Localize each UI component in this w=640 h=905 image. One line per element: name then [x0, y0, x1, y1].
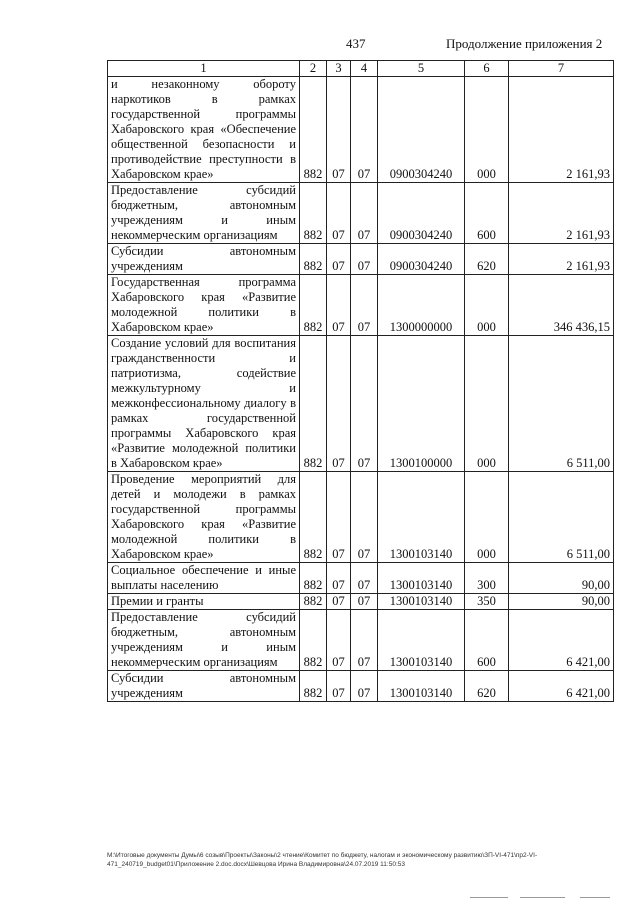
- row-amount: 2 161,93: [509, 183, 614, 244]
- row-amount: 90,00: [509, 563, 614, 594]
- row-code-4: 07: [351, 275, 378, 336]
- table-header: [108, 61, 614, 77]
- table-row: [108, 275, 614, 336]
- row-code-3: 07: [327, 77, 351, 183]
- scan-artifact: [520, 897, 565, 898]
- column-header: 3: [327, 61, 351, 77]
- page-number: 437: [346, 36, 366, 51]
- row-code-4: 07: [351, 183, 378, 244]
- row-code-4: 07: [351, 610, 378, 671]
- row-code-5: 1300000000: [378, 275, 465, 336]
- row-code-4: 07: [351, 594, 378, 610]
- row-code-4: 07: [351, 336, 378, 472]
- row-code-3: 07: [327, 594, 351, 610]
- row-code-6: 620: [465, 671, 509, 702]
- scan-artifact: [470, 897, 508, 898]
- row-code-6: 000: [465, 336, 509, 472]
- row-code-6: 600: [465, 610, 509, 671]
- row-code-4: 07: [351, 77, 378, 183]
- row-amount: 6 511,00: [509, 472, 614, 563]
- row-name: Предоставление субсидий бюджетным, автономным учреждениям и иным некоммерческим организациям: [108, 610, 300, 671]
- row-name: Создание условий для воспитания гражданственности и патриотизма, содействие межкультурному и межконфессиональному диалогу в рамках государственной программы Хабаровского края «Развитие молодежной политики в Хабаровском крае»: [108, 336, 300, 472]
- table-row: [108, 336, 614, 472]
- row-amount: 2 161,93: [509, 77, 614, 183]
- row-code-3: 07: [327, 336, 351, 472]
- row-code-6: 350: [465, 594, 509, 610]
- row-code-2: 882: [300, 336, 327, 472]
- row-code-3: 07: [327, 183, 351, 244]
- row-code-2: 882: [300, 594, 327, 610]
- row-code-5: 1300103140: [378, 472, 465, 563]
- row-code-3: 07: [327, 610, 351, 671]
- row-name: Субсидии автономным учреждениям: [108, 671, 300, 702]
- row-code-2: 882: [300, 610, 327, 671]
- row-name: Предоставление субсидий бюджетным, автономным учреждениям и иным некоммерческим организациям: [108, 183, 300, 244]
- column-header: 2: [300, 61, 327, 77]
- row-code-6: 300: [465, 563, 509, 594]
- row-code-4: 07: [351, 472, 378, 563]
- row-code-5: 1300103140: [378, 563, 465, 594]
- row-code-4: 07: [351, 244, 378, 275]
- column-header: 5: [378, 61, 465, 77]
- column-header: 4: [351, 61, 378, 77]
- row-code-2: 882: [300, 183, 327, 244]
- table-row: [108, 563, 614, 594]
- table-row: [108, 77, 614, 183]
- row-name: Проведение мероприятий для детей и молодежи в рамках государственной программы Хабаровского края «Развитие молодежной политики в Хабаровском крае»: [108, 472, 300, 563]
- row-code-5: 1300100000: [378, 336, 465, 472]
- file-path-footer: M:\Итоговые документы Думы\6 созыв\Проекты\Законы\2 чтение\Комитет по бюджету, налогам и экономическому развитию\ЗП-VI-471\пр2-VI-471_240719_budget01\Приложение 2.doc.docx\Шевцова Ирина Владимировна\24.07.2019 11:50:53: [107, 852, 538, 868]
- row-amount: 6 511,00: [509, 336, 614, 472]
- continuation-label: Продолжение приложения 2: [446, 36, 603, 51]
- row-code-5: 1300103140: [378, 594, 465, 610]
- row-amount: 6 421,00: [509, 610, 614, 671]
- row-amount: 6 421,00: [509, 671, 614, 702]
- row-code-2: 882: [300, 244, 327, 275]
- row-name: Государственная программа Хабаровского края «Развитие молодежной политики в Хабаровском крае»: [108, 275, 300, 336]
- column-header: 1: [108, 61, 300, 77]
- table-row: [108, 610, 614, 671]
- row-code-5: 0900304240: [378, 77, 465, 183]
- row-code-2: 882: [300, 563, 327, 594]
- row-code-5: 0900304240: [378, 244, 465, 275]
- row-code-3: 07: [327, 472, 351, 563]
- scan-artifact: [580, 897, 610, 898]
- row-name: и незаконному обороту наркотиков в рамках государственной программы Хабаровского края «Обеспечение общественной безопасности и противодействие преступности в Хабаровском крае»: [108, 77, 300, 183]
- table-row: [108, 244, 614, 275]
- table-row: [108, 671, 614, 702]
- row-name: Социальное обеспечение и иные выплаты населению: [108, 563, 300, 594]
- row-code-4: 07: [351, 671, 378, 702]
- column-header: 7: [509, 61, 614, 77]
- row-code-5: 1300103140: [378, 671, 465, 702]
- row-code-3: 07: [327, 563, 351, 594]
- row-code-2: 882: [300, 472, 327, 563]
- table-row: [108, 594, 614, 610]
- row-code-2: 882: [300, 275, 327, 336]
- row-amount: 2 161,93: [509, 244, 614, 275]
- budget-table: [107, 60, 614, 702]
- table-row: [108, 472, 614, 563]
- row-code-3: 07: [327, 244, 351, 275]
- column-header: 6: [465, 61, 509, 77]
- row-code-6: 620: [465, 244, 509, 275]
- row-code-6: 000: [465, 77, 509, 183]
- row-code-3: 07: [327, 671, 351, 702]
- row-code-3: 07: [327, 275, 351, 336]
- row-code-2: 882: [300, 77, 327, 183]
- row-code-6: 000: [465, 472, 509, 563]
- row-code-2: 882: [300, 671, 327, 702]
- row-code-5: 0900304240: [378, 183, 465, 244]
- row-code-5: 1300103140: [378, 610, 465, 671]
- row-amount: 346 436,15: [509, 275, 614, 336]
- row-name: Премии и гранты: [108, 594, 300, 610]
- row-code-4: 07: [351, 563, 378, 594]
- row-name: Субсидии автономным учреждениям: [108, 244, 300, 275]
- table-row: [108, 183, 614, 244]
- row-code-6: 000: [465, 275, 509, 336]
- row-code-6: 600: [465, 183, 509, 244]
- row-amount: 90,00: [509, 594, 614, 610]
